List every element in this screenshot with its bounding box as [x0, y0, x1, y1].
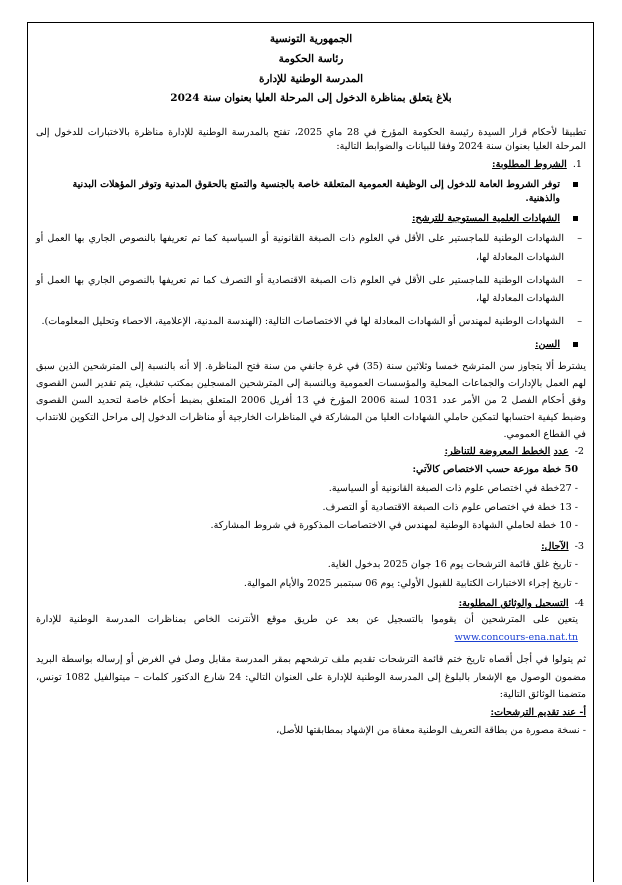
section-4-title: التسجيل والوثائق المطلوبة:: [458, 598, 569, 610]
square-bullet-icon: [573, 342, 578, 347]
dash-bullet-icon: –: [577, 274, 582, 286]
section-2-title: الخطط المعروضة للتناظر:: [444, 446, 551, 458]
document-body: [36, 30, 586, 738]
dash-bullet-icon: –: [577, 316, 582, 328]
degree-item-3: [36, 313, 586, 331]
degree-item-1: [36, 230, 586, 266]
document-title: بلاغ يتعلق بمناظرة الدخول إلى المرحلة العليا بعنوان سنة 2024: [170, 91, 452, 104]
section-2-line-4: - 10 خطة لحاملي الشهادة الوطنية لمهندس في الاختصاصات المذكورة في شروط المشاركة.: [210, 520, 578, 532]
degree-item-1-text: الشهادات الوطنية للماجستير على الأقل في العلوم ذات الصبغة القانونية أو السياسية كما تم تعريفها بالنصوص الجاري بها العمل أو الشهادات المعادلة لها،: [36, 233, 564, 263]
section-2-prefix: عدد: [553, 446, 569, 458]
section-3-line-2: - تاريخ إجراء الاختبارات الكتابية للقبول الأولي: يوم 06 سبتمبر 2025 والأيام الموالية.: [243, 577, 578, 589]
header-presidency: رئاسة الحكومة: [278, 52, 344, 65]
section-1-title: الشروط المطلوبة:: [492, 158, 567, 170]
bullet-general-conditions-text: توفر الشروط العامة للدخول إلى الوظيفة العمومية المتعلقة خاصة بالجنسية والتمتع بالحقوق المدنية وتوفر المؤهلات البدنية والذهنية.: [72, 178, 560, 204]
degree-item-2: [36, 272, 586, 308]
section-4-heading: [36, 597, 586, 611]
section-4-number: 4-: [574, 598, 584, 610]
header-school: المدرسة الوطنية للإدارة: [258, 72, 363, 85]
bullet-degrees-title: الشهادات العلمية المستوجبة للترشح:: [411, 212, 560, 224]
square-bullet-icon: [573, 216, 578, 221]
registration-site-link[interactable]: www.concours-ena.nat.tn: [454, 632, 578, 644]
section-2-line-2: - 27خطة في اختصاص علوم ذات الصبغة القانونية أو السياسية.: [328, 482, 578, 494]
section-2-line-1: 50 خطة موزعة حسب الاختصاص كالآتي:: [412, 464, 578, 476]
submission-subheading: أ- عند تقديم الترشحات:: [490, 706, 586, 718]
section-2-line-3: - 13 خطة في اختصاص علوم ذات الصبغة الاقتصادية أو التصرف.: [322, 501, 578, 513]
section-3-title: الآجال:: [541, 541, 569, 553]
section-3-list: [36, 556, 586, 593]
bullet-age: [36, 338, 586, 352]
section-3-number: 3-: [574, 541, 584, 553]
section-1-number: 1.: [572, 158, 582, 170]
degree-item-3-text: الشهادات الوطنية لمهندس أو الشهادات المعادلة لها في الاختصاصات التالية: (الهندسة المدنية، الإعلامية، الاحصاء وتحليل المعلومات).: [41, 316, 564, 328]
registration-text: يتعين على المترشحين أن يقوموا بالتسجيل عن بعد عن طريق موقع الأنترنت الخاص بمناظرات المدرسة الوطنية للإدارة: [36, 614, 578, 626]
section-1-heading: [36, 158, 586, 172]
section-2-list: [36, 461, 586, 536]
header-republic: الجمهورية التونسية: [269, 33, 353, 45]
square-bullet-icon: [573, 182, 578, 187]
section-2-number: 2-: [574, 446, 584, 458]
section-2-heading: [36, 445, 586, 459]
degree-item-2-text: الشهادات الوطنية للماجستير على الأقل في العلوم ذات الصبغة الاقتصادية أو التصرف كما تم تعريفها بالنصوص الجاري بها العمل أو الشهادات المعادلة لها،: [36, 274, 564, 305]
registration-paragraph: [36, 611, 586, 646]
section-3-line-1: - تاريخ غلق قائمة الترشحات يوم 16 جوان 2025 بدخول الغاية.: [327, 559, 578, 570]
age-paragraph: يشترط ألا يتجاوز سن المترشح خمسا وثلاثين سنة (35) في غرة جانفي من سنة فتح المناظرة. إلا أنه بالنسبة إلى المترشحين الذين سبق لهم العمل بالإدارات والجماعات المحلية والمؤسسات العمومية وبالنسبة إلى المترشحين المسجلين بمكتب تشغيل، يتم تقدير السن القصوى وفق أحكام الفصل 2 من الأمر عدد 1031 لسنة 2006 المؤرخ في 13 أفريل 2006 المتعلق بضبط أحكام خاصة لتحديد السن القصوى وضبط كيفية احتسابها لتمكين حاملي الشهادات العليا من المشاركة في المناظرات الخارجية أو مناظرات الدخول إلى مراحل التكوين للانتداب في القطاع العمومي.: [36, 361, 586, 440]
bullet-general-conditions: [36, 178, 586, 206]
intro-paragraph: تطبيقا لأحكام قرار السيدة رئيسة الحكومة المؤرخ في 28 ماي 2025، تفتح بالمدرسة الوطنية للإدارة مناظرة بالاختبارات للدخول إلى المرحلة العليا بعنوان سنة 2024 وفقا للبيانات والضوابط التالية:: [36, 127, 587, 152]
dash-bullet-icon: –: [577, 233, 582, 245]
document-item-1: - نسخة مصورة من بطاقة التعريف الوطنية معفاة من الإشهاد بمطابقتها للأصل،: [276, 724, 586, 736]
bullet-degrees: [36, 212, 586, 226]
submission-paragraph: ثم يتولوا في أجل أقصاه تاريخ ختم قائمة الترشحات تقديم ملف ترشحهم بمقر المدرسة مقابل وصل في الغرض أو إرساله بواسطة البريد مضمون الوصول مع الإشعار بالبلوغ إلى المدرسة الوطنية للإدارة على العنوان التالي: 24 شارع الدكتور كلمات – ميتوالفيل 1082 تونس، متضمنا الوثائق التالية:: [36, 653, 586, 701]
bullet-age-title: السن:: [535, 338, 560, 350]
section-3-heading: [36, 540, 586, 554]
